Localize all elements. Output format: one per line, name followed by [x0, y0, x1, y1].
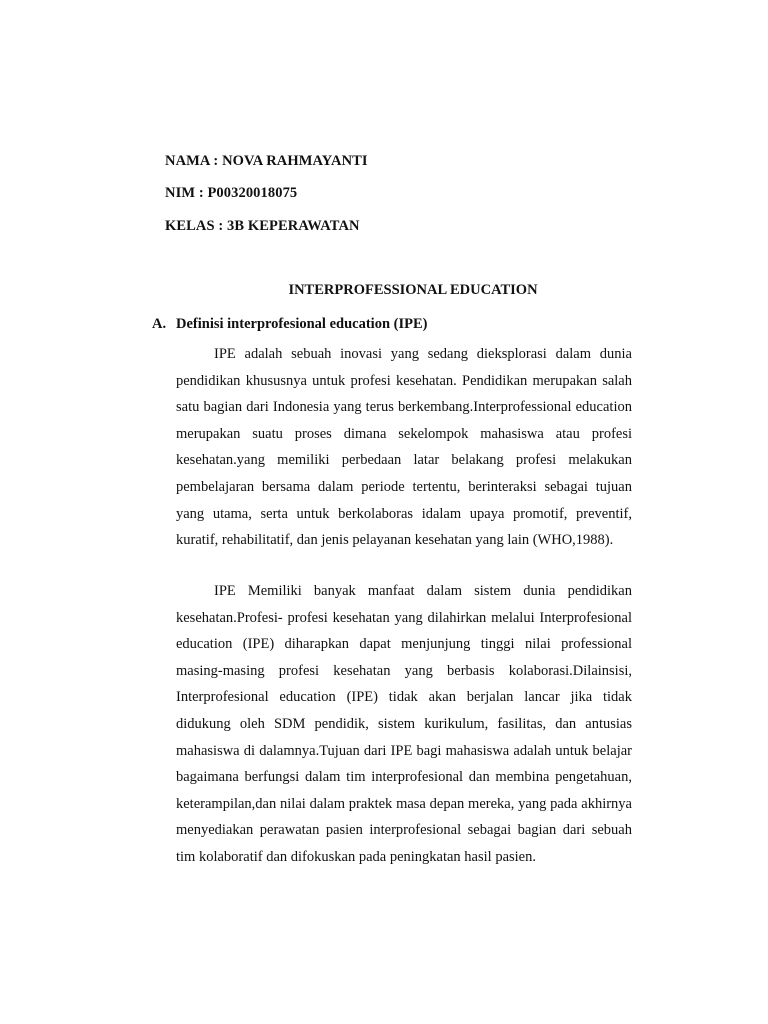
- section-heading: [152, 316, 427, 333]
- paragraph-benefits: IPE Memiliki banyak manfaat dalam sistem dunia pendidikan kesehatan.Profesi- profesi kesehatan yang dilahirkan melalui Interprofesional education (IPE) diharapkan dapat menjunjung tinggi nilai professional masing-masing profesi kesehatan yang berbasis kolaborasi.Dilainsisi, Interprofesional education (IPE) tidak akan berjalan lancar jika tidak didukung oleh SDM pendidik, sistem kurikulum, fasilitas, dan antusias mahasiswa di dalamnya.Tujuan dari IPE bagi mahasiswa adalah untuk belajar bagaimana berfungsi dalam tim interprofesional dan membina pengetahuan, keterampilan,dan nilai dalam praktek masa depan mereka, yang pada akhirnya menyediakan perawatan pasien interprofesional sebagai bagian dari sebuah tim kolaboratif dan difokuskan pada peningkatan hasil pasien.: [176, 583, 632, 865]
- section-marker: A.: [152, 316, 167, 332]
- student-class-line: KELAS : 3B KEPERAWATAN: [165, 218, 360, 234]
- paragraph-definition: IPE adalah sebuah inovasi yang sedang dieksplorasi dalam dunia pendidikan khususnya untuk profesi kesehatan. Pendidikan merupakan salah satu bagian dari Indonesia yang terus berkembang.Interprofessional education merupakan suatu proses dimana sekelompok mahasiswa atau profesi kesehatan.yang memiliki perbedaan latar belakang profesi melakukan pembelajaran bersama dalam periode tertentu, berinteraksi sebagai tujuan yang utama, serta untuk berkolaboras idalam upaya promotif, preventif, kuratif, rehabilitatif, dan jenis pelayanan kesehatan yang lain (WHO,1988).: [176, 346, 632, 549]
- section-heading-text: Definisi interprofesional education (IPE): [176, 316, 428, 332]
- student-name-line: NAMA : NOVA RAHMAYANTI: [165, 153, 368, 169]
- student-nim-line: NIM : P00320018075: [165, 185, 298, 201]
- document-title: INTERPROFESSIONAL EDUCATION: [288, 282, 538, 298]
